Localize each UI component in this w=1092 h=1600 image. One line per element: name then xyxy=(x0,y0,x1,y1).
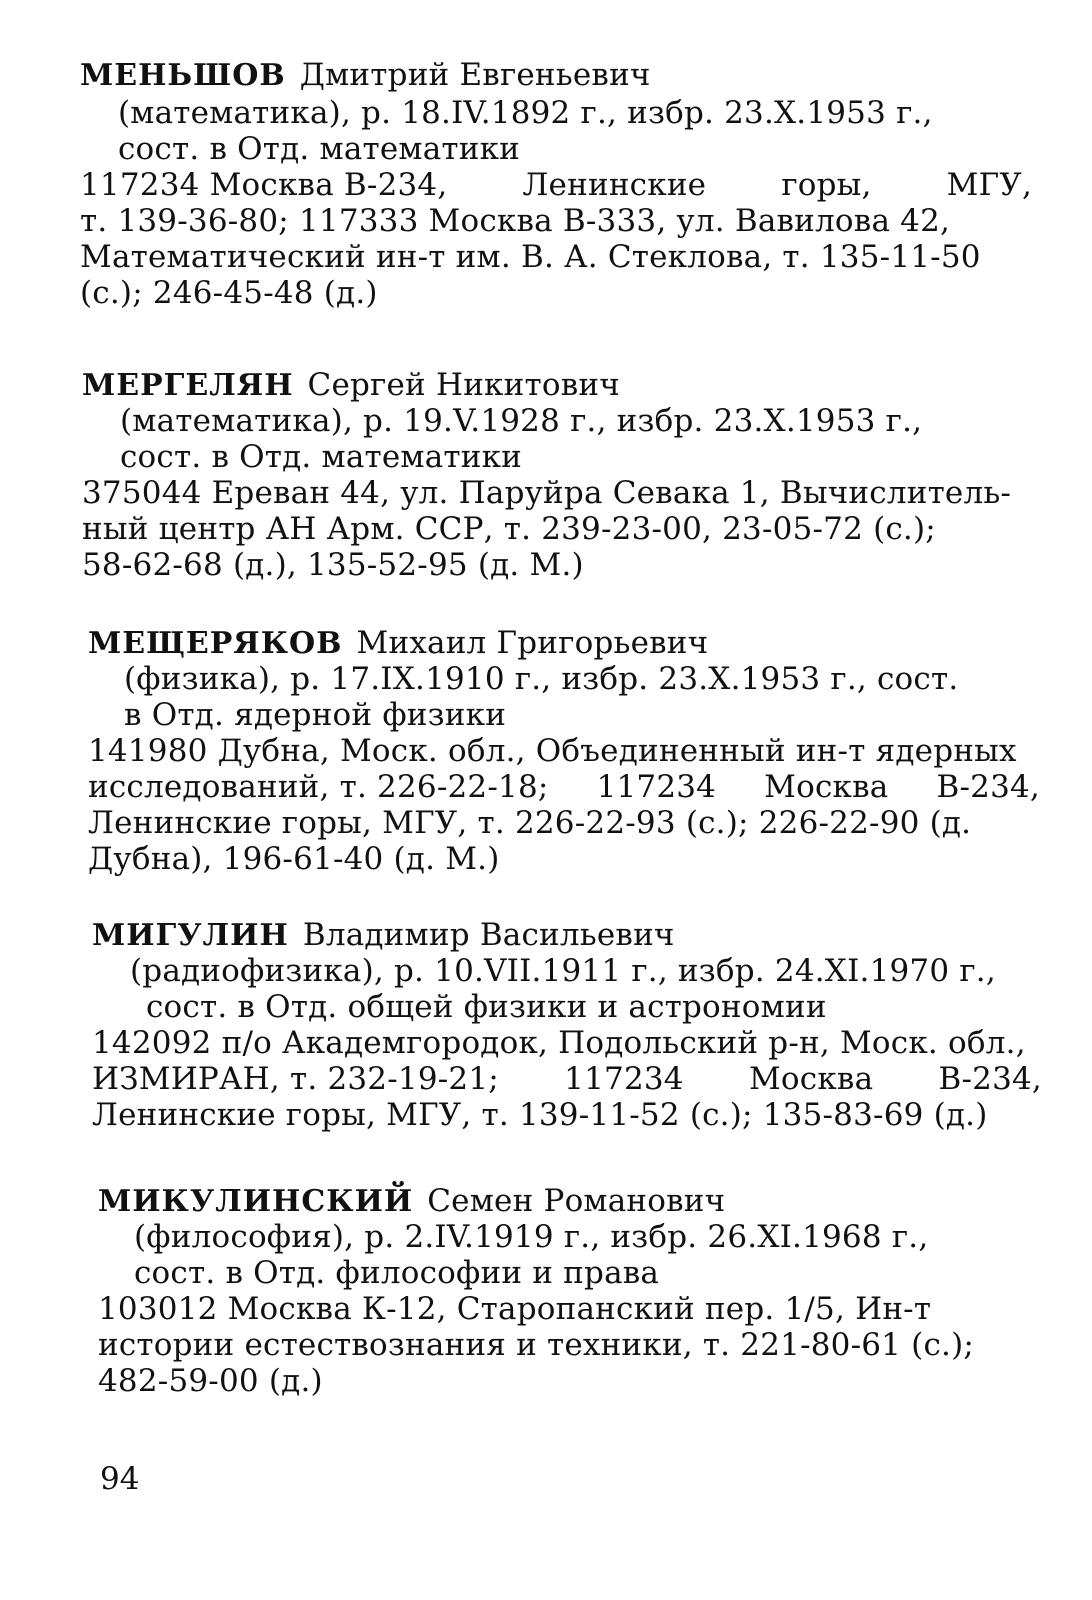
entry-heading xyxy=(98,1184,725,1219)
entry-detail-line: (физика), р. 17.IX.1910 г., избр. 23.X.1953 г., сост. xyxy=(124,661,959,697)
address-line: (с.); 246-45-48 (д.) xyxy=(80,275,378,311)
surname: МИГУЛИН xyxy=(92,918,289,953)
address-line: исследований, т. 226-22-18; 117234 Москва В-234, xyxy=(88,769,1040,805)
address-line: истории естествознания и техники, т. 221-80-61 (с.); xyxy=(98,1327,975,1363)
address-line: 58-62-68 (д.), 135-52-95 (д. М.) xyxy=(82,547,584,583)
address-line: 482-59-00 (д.) xyxy=(98,1363,323,1399)
address-line: т. 139-36-80; 117333 Москва В-333, ул. Вавилова 42, xyxy=(80,203,951,239)
address-line: ИЗМИРАН, т. 232-19-21; 117234 Москва В-234, xyxy=(92,1061,1042,1097)
surname: МЕЩЕРЯКОВ xyxy=(88,626,343,661)
surname: МЕНЬШОВ xyxy=(80,58,286,93)
entry-detail-line: сост. в Отд. математики xyxy=(118,131,521,167)
address-line: 142092 п/о Академгородок, Подольский р-н, Моск. обл., xyxy=(92,1025,1026,1061)
address-line: 117234 Москва В-234, Ленинские горы, МГУ, xyxy=(80,167,1032,203)
page-number: 94 xyxy=(100,1461,140,1497)
entry-detail-line: сост. в Отд. общей физики и астрономии xyxy=(146,989,827,1025)
given-name: Сергей Никитович xyxy=(307,367,620,403)
entry-detail-line: (математика), р. 18.IV.1892 г., избр. 23.X.1953 г., xyxy=(118,95,933,131)
address-line: Ленинские горы, МГУ, т. 226-22-93 (с.); 226-22-90 (д. xyxy=(88,805,972,841)
given-name: Дмитрий Евгеньевич xyxy=(299,57,651,93)
address-line: ный центр АН Арм. ССР, т. 239-23-00, 23-05-72 (с.); xyxy=(82,511,936,547)
entry-detail-line: (философия), р. 2.IV.1919 г., избр. 26.XI.1968 г., xyxy=(134,1219,929,1255)
entry-detail-line: в Отд. ядерной физики xyxy=(124,697,507,733)
entry-detail-line: (радиофизика), р. 10.VII.1911 г., избр. 24.XI.1970 г., xyxy=(130,953,996,989)
given-name: Владимир Васильевич xyxy=(302,917,675,953)
entry-heading xyxy=(88,626,708,661)
address-line: Математический ин-т им. В. А. Стеклова, т. 135-11-50 xyxy=(80,239,981,275)
entry-heading xyxy=(92,918,675,953)
address-line: Ленинские горы, МГУ, т. 139-11-52 (с.); 135-83-69 (д.) xyxy=(92,1097,988,1133)
address-line: 375044 Ереван 44, ул. Паруйра Севака 1, Вычислитель- xyxy=(82,475,1012,511)
entry-detail-line: сост. в Отд. философии и права xyxy=(134,1255,660,1291)
address-line: 103012 Москва К-12, Старопанский пер. 1/5, Ин-т xyxy=(98,1291,932,1327)
given-name: Семен Романович xyxy=(427,1183,726,1219)
entry-detail-line: сост. в Отд. математики xyxy=(120,439,523,475)
address-line: Дубна), 196-61-40 (д. М.) xyxy=(88,841,500,877)
entry-heading xyxy=(82,368,620,403)
entry-detail-line: (математика), р. 19.V.1928 г., избр. 23.X.1953 г., xyxy=(120,403,923,439)
surname: МИКУЛИНСКИЙ xyxy=(98,1184,414,1219)
address-line: 141980 Дубна, Моск. обл., Объединенный ин-т ядерных xyxy=(88,733,1017,769)
entry-heading xyxy=(80,58,651,93)
given-name: Михаил Григорьевич xyxy=(356,625,709,661)
surname: МЕРГЕЛЯН xyxy=(82,368,294,403)
